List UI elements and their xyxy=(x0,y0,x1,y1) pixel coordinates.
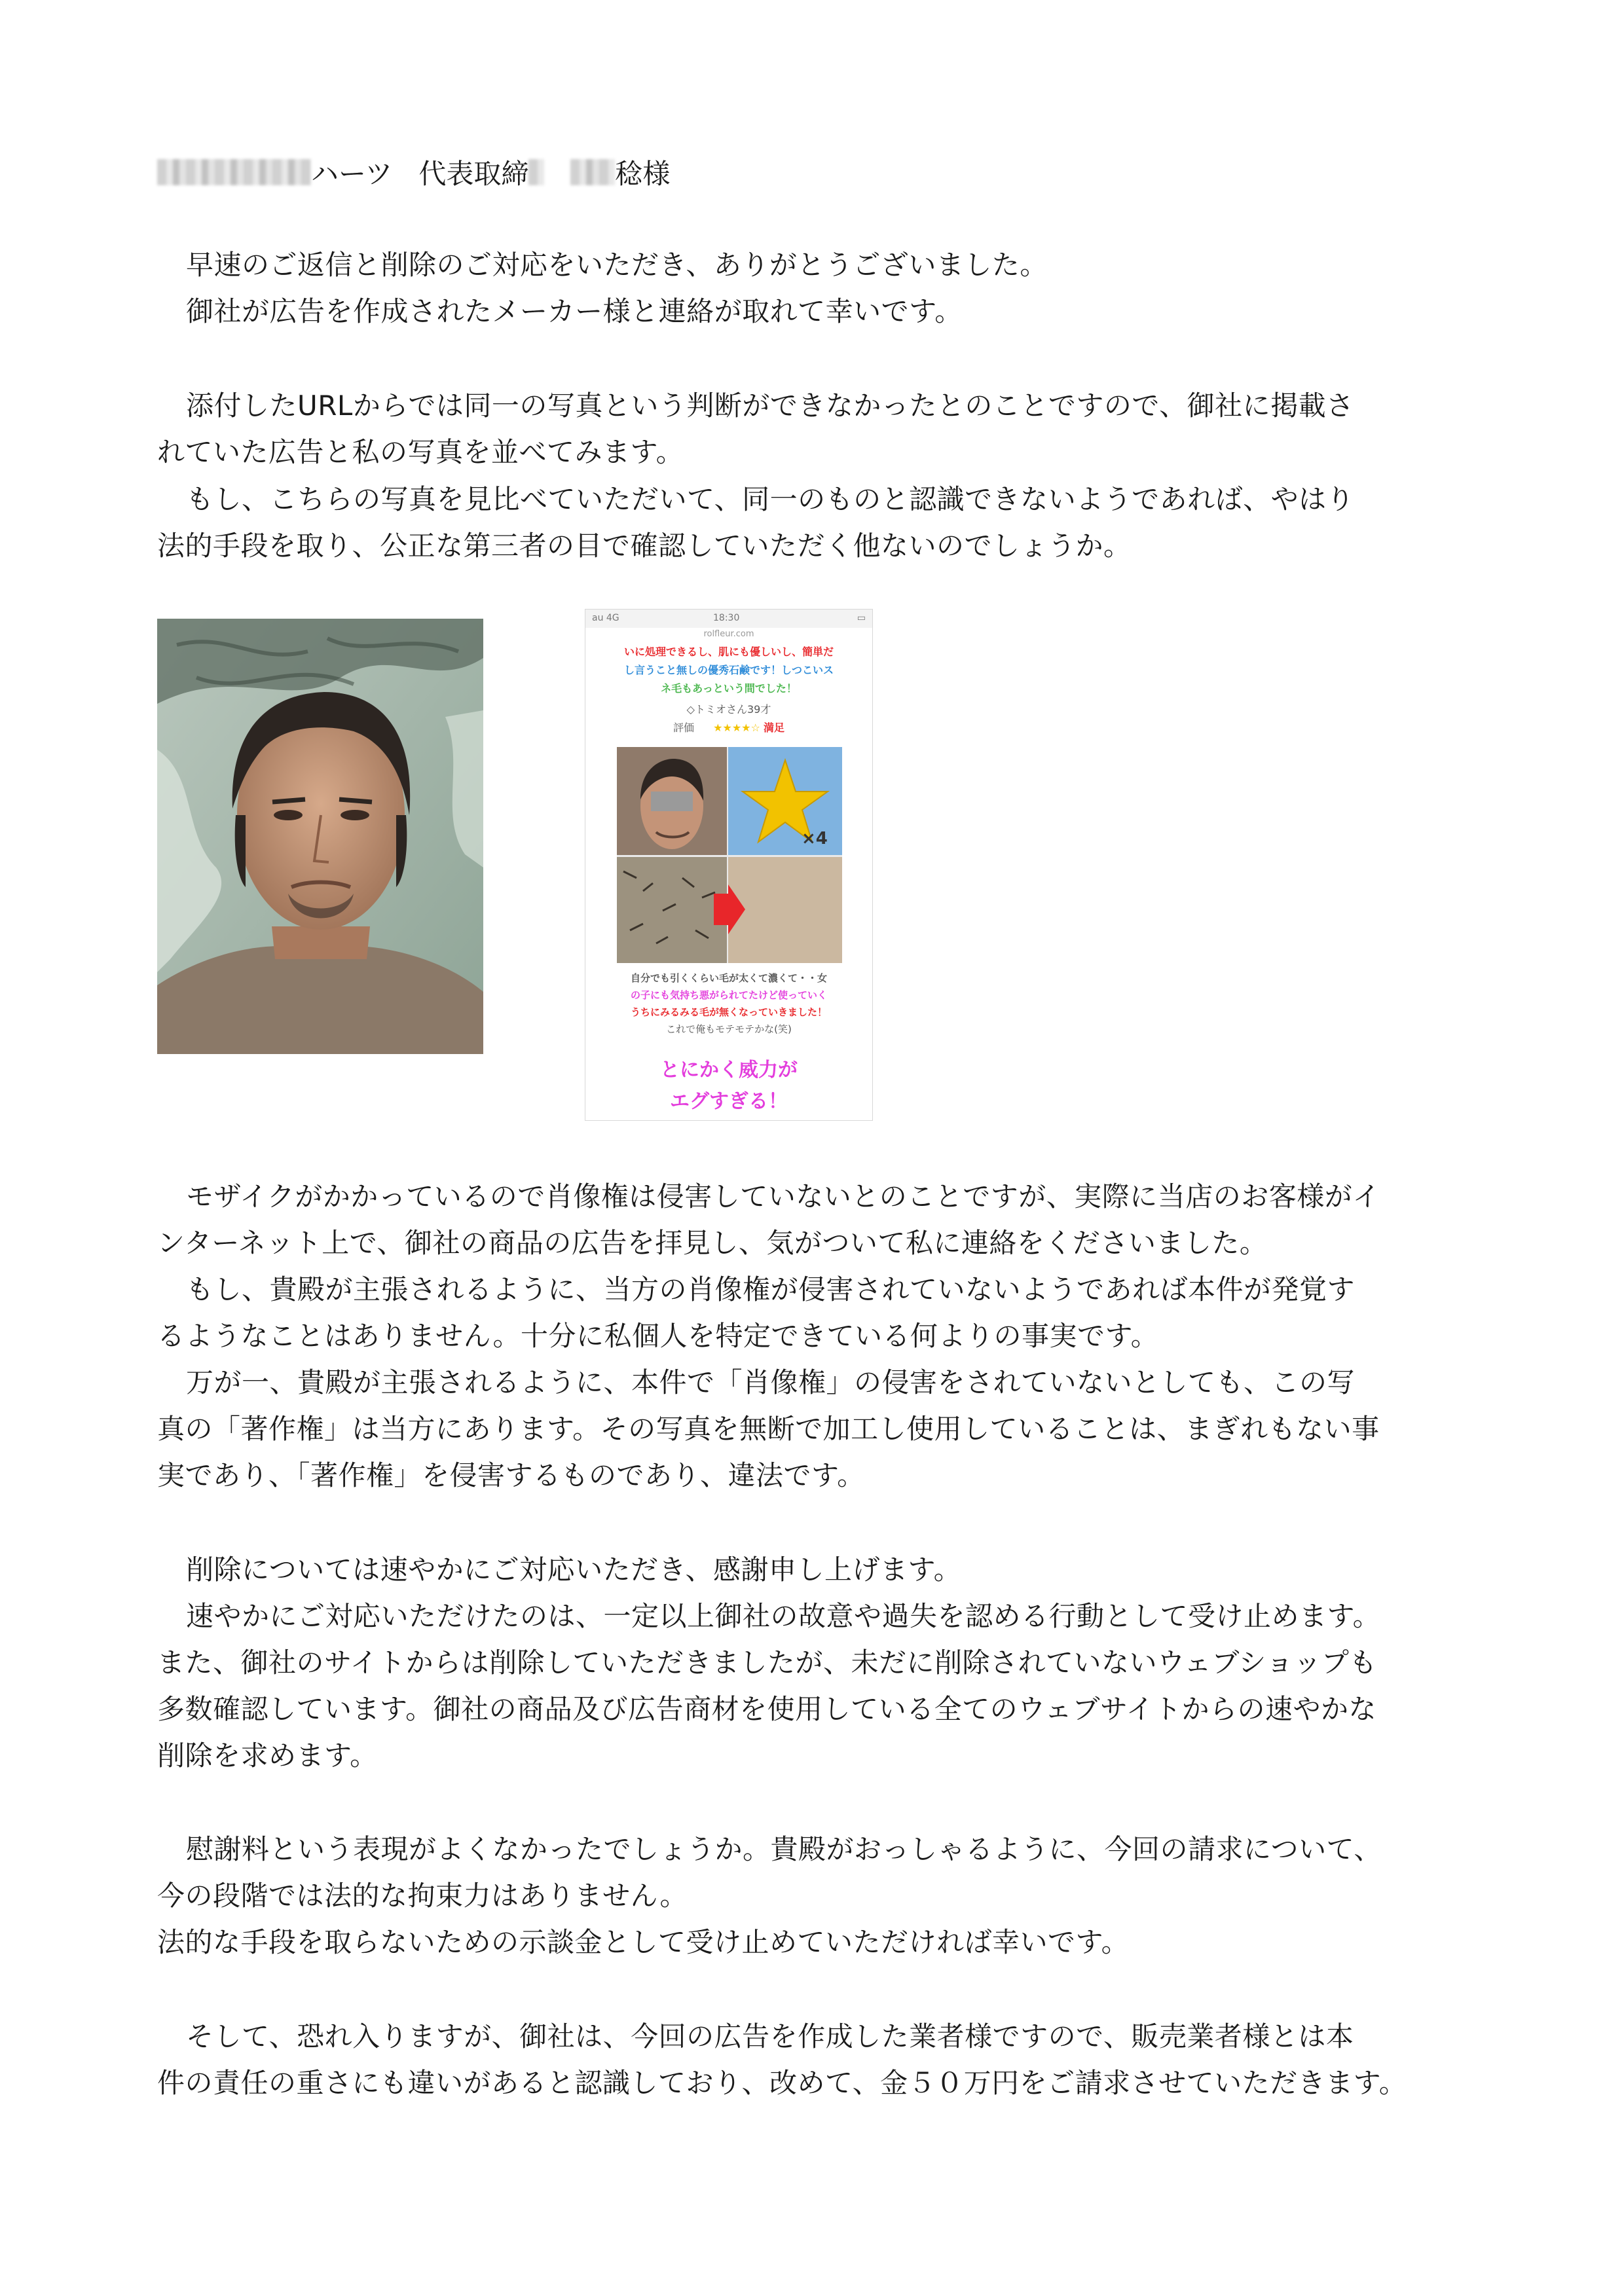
rating-word: 満足 xyxy=(763,721,784,734)
paragraph-3-line-5: 万が一、貴殿が主張されるように、本件で「肖像権」の侵害をされていないとしても、この写 xyxy=(186,1366,1356,1398)
ad-rating-row xyxy=(591,720,867,737)
ad-body-text-1: 自分でも引くくらい毛が太くて濃くて・・女 xyxy=(630,972,827,984)
ad-multiplier: ×4 xyxy=(802,829,828,848)
paragraph-5-line-2: 今の段階では法的な拘束力はありません。 xyxy=(157,1880,688,1912)
redacted-company-name xyxy=(157,159,311,185)
ad-top-text-2: し言うこと無しの優秀石鹸です！しつこいス xyxy=(623,664,834,676)
paragraph-3-line-3: もし、貴殿が主張されるように、当方の肖像権が侵害されていないようであれば本件が発覚す xyxy=(186,1273,1356,1305)
name-suffix-visible: 稔 xyxy=(615,158,643,190)
paragraph-4-line-5: 削除を求めます。 xyxy=(157,1740,378,1772)
ad-headline-line-1: とにかく威力が xyxy=(660,1059,798,1082)
paragraph-3-line-6: 真の「著作権」は当方にあります。その写真を無断で加工し使用していることは、まぎれもない事 xyxy=(157,1413,1380,1445)
paragraph-3-line-2: ンターネット上で、御社の商品の広告を拝見し、気がついて私に連絡をくださいました。 xyxy=(157,1227,1268,1259)
company-suffix: ハーツ xyxy=(311,158,393,190)
rating-label: 評価 xyxy=(673,721,695,734)
ad-image-grid xyxy=(617,747,842,963)
paragraph-5-line-1: 慰謝料という表現がよくなかったでしょうか。貴殿がおっしゃるように、今回の請求について、 xyxy=(186,1833,1382,1865)
paragraph-5-line-3: 法的な手段を取らないための示談金として受け止めていただければ幸いです。 xyxy=(157,1926,1130,1958)
ad-headline xyxy=(625,1055,833,1118)
ad-body-text-4: これで俺もモテモテかな(笑) xyxy=(666,1023,792,1035)
redacted-person-name xyxy=(570,159,615,185)
paragraph-1-line-2: 御社が広告を作成されたメーカー様と連絡が取れて幸いです。 xyxy=(186,295,963,327)
paragraph-1-line-1: 早速のご返信と削除のご対応をいただき、ありがとうございました。 xyxy=(186,249,1048,281)
paragraph-6-line-1: そして、恐れ入りますが、御社は、今回の広告を作成した業者様ですので、販売業者様とは本 xyxy=(186,2020,1354,2052)
status-time: 18:30 xyxy=(713,613,740,623)
ad-grid-illustration xyxy=(617,747,842,963)
ad-url: rolfleur.com xyxy=(703,629,754,639)
portrait-photo xyxy=(157,619,483,1054)
paragraph-4-line-3: また、御社のサイトからは削除していただきましたが、未だに削除されていないウェブショップも xyxy=(157,1647,1377,1679)
paragraph-2-line-4: 法的手段を取り、公正な第三者の目で確認していただく他ないのでしょうか。 xyxy=(157,530,1132,562)
paragraph-6-line-2: 件の責任の重さにも違いがあると認識しており、改めて、金５０万円をご請求させていただきます。 xyxy=(157,2067,1407,2099)
paragraph-4-line-1: 削除については速やかにご対応いただき、感謝申し上げます。 xyxy=(186,1554,962,1586)
ad-reviewer: ◇トミオさん39才 xyxy=(686,703,771,716)
ad-top-text-1: いに処理できるし、肌にも優しいし、簡単だ xyxy=(623,646,834,658)
recipient-honorific: 様 xyxy=(642,158,671,190)
status-carrier: au 4G xyxy=(592,613,619,623)
phone-status-bar xyxy=(585,610,872,628)
paragraph-4-line-4: 多数確認しています。御社の商品及び広告商材を使用している全てのウェブサイトからの速やかな xyxy=(157,1693,1377,1725)
ad-headline-line-2: エグすぎる！ xyxy=(670,1090,788,1113)
paragraph-4-line-2: 速やかにご対応いただけたのは、一定以上御社の故意や過失を認める行動として受け止めます。 xyxy=(186,1600,1381,1632)
paragraph-3-line-4: るようなことはありません。十分に私個人を特定できている何よりの事実です。 xyxy=(157,1320,1159,1352)
paragraph-3-line-7: 実であり、「著作権」を侵害するものであり、違法です。 xyxy=(157,1459,865,1491)
ad-body-text-3: うちにみるみる毛が無くなっていきました！ xyxy=(630,1006,827,1018)
recipient-line xyxy=(157,154,670,191)
paragraph-3-line-1: モザイクがかかっているので肖像権は侵害していないとのことですが、実際に当店のお客様がイ xyxy=(186,1180,1380,1212)
paragraph-2-line-3: もし、こちらの写真を見比べていただいて、同一のものと認識できないようであれば、やはり xyxy=(186,483,1355,515)
paragraph-2-line-2: れていた広告と私の写真を並べてみます。 xyxy=(157,436,684,468)
paragraph-2-line-1: 添付したURLからでは同一の写真という判断ができなかったとのことですので、御社に掲載さ xyxy=(186,390,1354,422)
recipient-title-visible: 代表取締 xyxy=(418,158,529,190)
ad-body-text-2: の子にも気持ち悪がられてたけど使っていく xyxy=(630,989,827,1001)
rating-stars: ★★★★☆ xyxy=(713,721,760,734)
ad-screenshot xyxy=(585,609,873,1121)
portrait-illustration xyxy=(157,619,483,1054)
ad-top-text-3: ネ毛もあっという間でした！ xyxy=(661,682,797,695)
redacted-title-char xyxy=(528,159,544,185)
battery-icon: ▭ xyxy=(857,613,866,623)
